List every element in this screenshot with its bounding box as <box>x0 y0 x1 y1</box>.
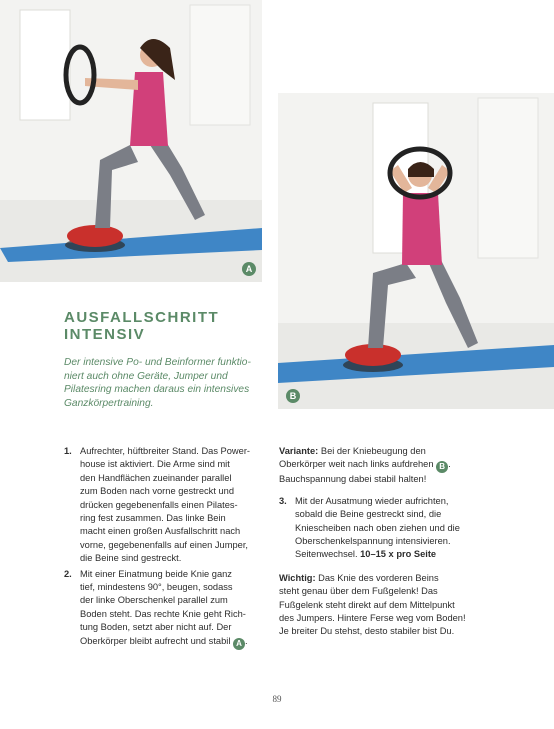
wichtig-line <box>279 572 494 585</box>
step-line: Boden steht. Das rechte Knie geht Rich- <box>80 608 246 619</box>
step-line: Oberschenkelspannung intensivieren. <box>295 536 451 547</box>
instructions-left-column <box>64 445 274 652</box>
step-line: Aufrechter, hüftbreiter Stand. Das Power- <box>80 446 251 456</box>
intro-line: niert auch ohne Geräte, Jumper und <box>64 370 228 382</box>
instructions-right-column <box>279 445 494 647</box>
variante-lead: Variante: <box>279 446 319 456</box>
photo-b-illustration <box>278 93 554 409</box>
step-line: vorne, gegebenenfalls auf einen Jumper, <box>80 539 248 550</box>
wichtig-line: des Jumpers. Hintere Ferse weg vom Boden! <box>279 613 466 624</box>
wichtig-line: Fußgelenk steht direkt auf dem Mittelpunkt <box>279 599 455 610</box>
variante-line <box>279 445 494 458</box>
step-line: Kniescheiben nach oben ziehen und die <box>295 522 460 533</box>
wichtig-line: steht genau über dem Fußgelenk! Das <box>279 586 438 597</box>
intro-text <box>64 356 269 410</box>
step-1 <box>64 445 274 566</box>
wichtig-text: Das Knie des vorderen Beins <box>315 572 439 583</box>
step-line: Mit einer Einatmung beide Knie ganz <box>80 568 232 579</box>
photo-ref-badge-a: A <box>233 638 245 650</box>
photo-label-a: A <box>242 262 256 276</box>
step-line: den Handflächen zueinander parallel <box>80 472 232 483</box>
title-line-2: INTENSIV <box>64 326 146 343</box>
variante-line: Oberkörper weit nach links aufdrehen B . <box>279 459 451 472</box>
variante-line: Bauchspannung dabei stabil halten! <box>279 474 427 485</box>
page-number: 89 <box>272 694 282 704</box>
intro-line: Der intensive Po- und Beinformer funktio- <box>64 357 251 368</box>
step-line-text: Oberkörper bleibt aufrecht und stabil <box>80 635 231 646</box>
step-line: Oberkörper bleibt aufrecht und stabil A . <box>80 635 248 648</box>
step-line: Mit der Ausatmung wieder aufrichten, <box>295 495 449 506</box>
step-3 <box>279 495 494 562</box>
step-line: tung Boden, setzt aber nicht auf. Der <box>80 622 232 633</box>
step-line: drücken gegebenenfalls einen Pilates- <box>80 499 238 510</box>
wichtig-note <box>279 572 494 639</box>
step-line: sobald die Beine gestreckt sind, die <box>295 509 442 520</box>
step-number: 2. <box>64 568 72 579</box>
step-number: 1. <box>64 446 72 456</box>
step-number: 3. <box>279 495 287 506</box>
variante-note <box>279 445 494 487</box>
intro-line: Pilatesring machen daraus ein intensives <box>64 384 250 396</box>
step-line <box>295 548 494 561</box>
title-line-1: AUSFALLSCHRITT <box>64 309 220 326</box>
photo-ref-badge-b: B <box>436 461 448 473</box>
step-line: zum Boden nach vorne gestreckt und <box>80 486 235 497</box>
step-line: tief, mindestens 90°, beugen, sodass <box>80 582 233 593</box>
step-line-text: Seitenwechsel. <box>295 549 361 560</box>
wichtig-lead: Wichtig: <box>279 572 316 583</box>
step-line: macht einen großen Ausfallschritt nach <box>80 526 241 537</box>
step-2 <box>64 568 274 650</box>
repetitions: 10–15 x pro Seite <box>360 549 437 560</box>
exercise-photo-a <box>0 0 262 282</box>
step-line: ring fest zusammen. Das linke Bein <box>80 513 226 524</box>
wichtig-line: Je breiter Du stehst, desto stabiler bist Du. <box>279 626 455 637</box>
variante-text: Bei der Kniebeugung den <box>318 446 426 456</box>
intro-line: Ganzkörpertraining. <box>64 397 154 409</box>
step-line: house ist aktiviert. Die Arme sind mit <box>80 459 230 470</box>
exercise-title <box>64 309 264 343</box>
photo-label-b: B <box>286 389 300 403</box>
exercise-photo-b <box>278 93 554 409</box>
step-line: der linke Oberschenkel parallel zum <box>80 595 228 606</box>
jumper-ball <box>67 225 123 247</box>
photo-a-illustration <box>0 0 262 282</box>
step-line: die Beine sind gestreckt. <box>80 553 182 564</box>
variante-text: Oberkörper weit nach links aufdrehen <box>279 459 434 470</box>
